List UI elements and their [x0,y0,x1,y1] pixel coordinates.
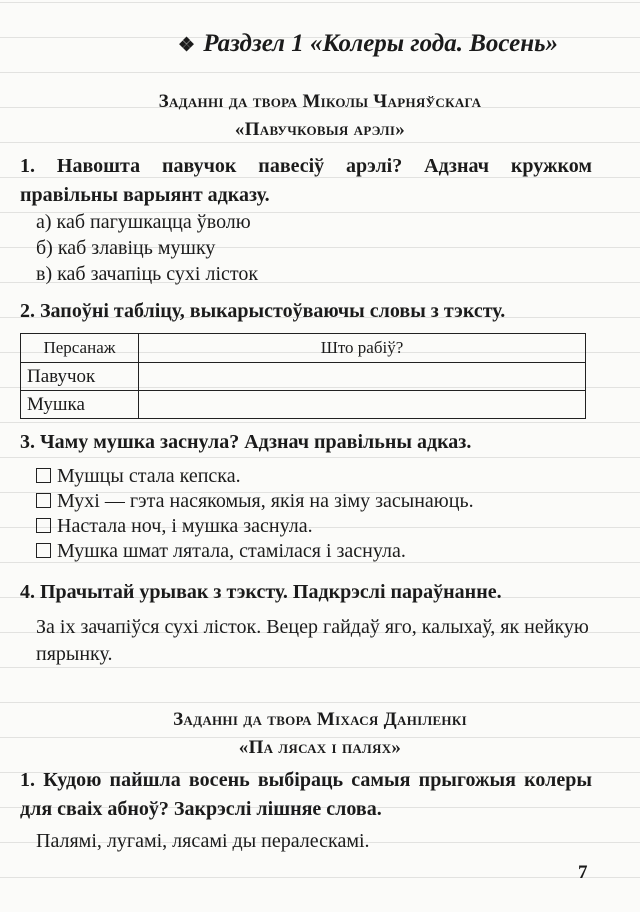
table-header-action: Што рабіў? [139,334,586,363]
question-5: 1. Кудою пайшла восень выбіраць самыя прыгожыя колеры для сваіх абноў? Закрэслі лішняе слова. [20,769,592,820]
answer-text: Мухі — гэта насякомыя, якія на зіму засынаюць. [57,490,474,512]
work-title-name: «Павучковыя арэлі» [234,119,406,140]
answer-table [20,333,586,419]
excerpt-text[interactable]: За іх зачапіўся сухі лісток. Вецер гайдаў яго, калыхаў, як нейкую пярынку. [36,616,589,665]
table-header-row [21,334,586,363]
answer-text: Настала ноч, і мушка заснула. [57,515,313,537]
table-cell-answer[interactable] [139,363,586,391]
work-title-author: Заданні да твора Міхася Даніленкі [173,709,467,730]
table-row [21,363,586,391]
question-3: 3. Чаму мушка заснула? Адзнач правільны адказ. [20,431,472,453]
answer-option[interactable] [36,538,406,564]
checkbox[interactable] [36,543,51,558]
page-number: 7 [578,862,588,883]
work-title-2 [0,706,640,762]
answer-text: Мушка шмат лятала, стамілася і заснула. [57,540,406,562]
option-b[interactable]: б) каб злавіць мушку [36,237,216,259]
diamond-icon: ❖ [178,35,196,56]
question-4: 4. Прачытай урывак з тэксту. Падкрэслі параўнанне. [20,581,502,603]
section-title: Раздзел 1 «Колеры года. Восень» [203,30,559,57]
work-title-author: Заданні да твора Міколы Чарняўскага [158,91,482,112]
table-cell-answer[interactable] [139,391,586,419]
answer-option[interactable] [36,488,474,514]
answer-option[interactable] [36,513,313,539]
checkbox[interactable] [36,468,51,483]
work-title-name: «Па лясах і палях» [238,737,402,758]
question-2: 2. Запоўні табліцу, выкарыстоўваючы словы з тэксту. [20,300,506,322]
option-c[interactable]: в) каб зачапіць сухі лісток [36,263,259,285]
checkbox[interactable] [36,518,51,533]
answer-option[interactable] [36,463,241,489]
table-row [21,391,586,419]
table-cell-character: Мушка [21,391,139,419]
question-1: 1. Навошта павучок павесіў арэлі? Адзнач кружком правільны варыянт адказу. [20,155,592,206]
option-a[interactable]: а) каб пагушкацца ўволю [36,211,251,233]
work-title-1 [0,88,640,144]
section-header [178,30,558,58]
table-header-character: Персанаж [21,334,139,363]
answer-words[interactable]: Палямі, лугамі, лясамі ды пералескамі. [36,830,370,852]
table-cell-character: Павучок [21,363,139,391]
answer-text: Мушцы стала кепска. [57,465,241,487]
checkbox[interactable] [36,493,51,508]
